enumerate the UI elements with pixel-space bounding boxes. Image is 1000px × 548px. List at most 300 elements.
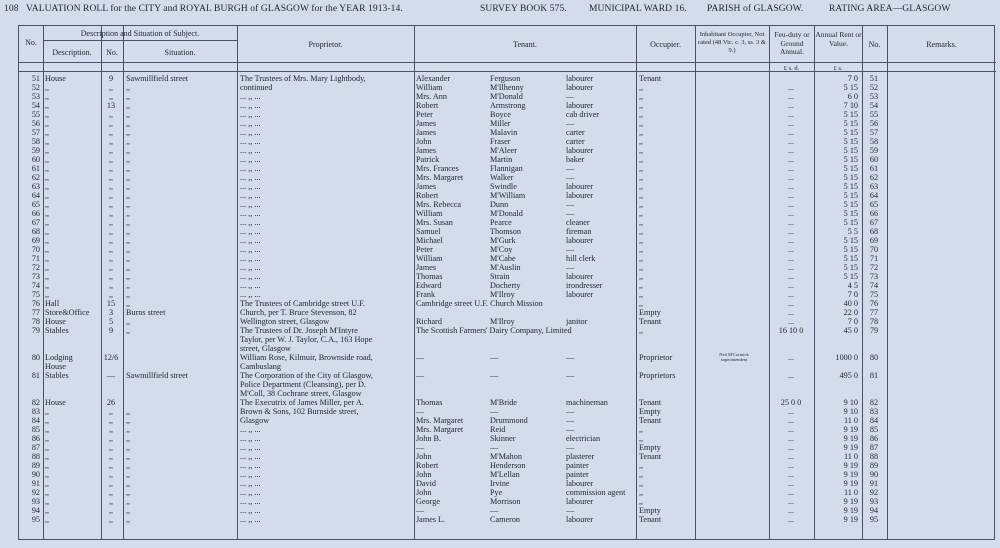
entry-no: 64: [31, 191, 40, 200]
entry-tenant-occupation: carter: [566, 128, 585, 137]
entry-situation: ,,: [126, 191, 131, 200]
entry-description: ,,: [45, 470, 50, 479]
entry-occupier: Tenant: [639, 452, 662, 461]
entry-tenant-forename: Mrs. Rebecca: [416, 200, 462, 209]
entry-street-no: ,,: [108, 254, 114, 263]
roll-row: [18, 335, 995, 344]
entry-tenant-surname: Drummond: [490, 416, 528, 425]
entry-tenant-occupation: labourer: [566, 74, 594, 83]
entry-situation: ,,: [126, 425, 131, 434]
survey-book: SURVEY BOOK 575.: [480, 4, 567, 14]
entry-no: 74: [31, 281, 40, 290]
entry-tenant-occupation: —: [566, 407, 575, 416]
entry-no-right: 68: [869, 227, 879, 236]
entry-no: 70: [31, 245, 40, 254]
entry-tenant-forename: Patrick: [416, 155, 440, 164]
entry-no-right: 53: [869, 92, 879, 101]
entry-no: 94: [31, 506, 40, 515]
inhabitant-occupier-note: Neil M'Cormick superintendent: [719, 352, 749, 362]
entry-no: 91: [31, 479, 40, 488]
entry-feu-duty: ...: [787, 452, 795, 461]
entry-occupier: ,,: [639, 326, 644, 335]
entry-tenant-surname: —: [490, 506, 499, 515]
entry-occupier: ,,: [639, 119, 644, 128]
entry-no-right: 83: [869, 407, 879, 416]
entry-no-right: 79: [869, 326, 879, 335]
entry-tenant-forename: James: [416, 263, 437, 272]
roll-row: [18, 101, 995, 110]
entry-tenant-forename: Michael: [416, 236, 443, 245]
entry-occupier: Empty: [639, 506, 661, 515]
entry-annual-rent: 5 15: [843, 272, 858, 281]
entry-feu-duty: ...: [787, 110, 795, 119]
entry-occupier: ,,: [639, 218, 644, 227]
entry-proprietor: ... ,, ...: [240, 101, 261, 110]
entry-proprietor: ... ,, ...: [240, 218, 261, 227]
entry-annual-rent: 9 10: [843, 407, 858, 416]
roll-row: [18, 407, 995, 416]
entry-tenant-forename: James: [416, 146, 437, 155]
entry-description: ,,: [45, 488, 50, 497]
entry-street-no: —: [106, 371, 116, 380]
entry-description: ,,: [45, 92, 50, 101]
col-inhabitant-occupier: Inhabitant Occupier, Not rated (48 Vic. c. 3, ss. 3 & 9.): [698, 31, 766, 54]
entry-tenant-surname: —: [490, 371, 499, 380]
entry-no-right: 91: [869, 479, 879, 488]
entry-no: 82: [31, 398, 40, 407]
entry-tenant-occupation: painter: [566, 470, 589, 479]
entry-occupier: ,,: [639, 191, 644, 200]
col-no: No.: [25, 38, 37, 47]
entry-description: ,,: [45, 479, 50, 488]
entry-no: 55: [31, 110, 40, 119]
entry-tenant-forename: Thomas: [416, 272, 443, 281]
col-feu-duty-units: £ s. d.: [783, 65, 800, 72]
entry-tenant-forename: Mrs. Margaret: [416, 173, 464, 182]
entry-feu-duty: ...: [787, 119, 795, 128]
entry-proprietor: ... ,, ...: [240, 209, 261, 218]
entry-tenant-occupation: electrician: [566, 434, 601, 443]
entry-proprietor: ... ,, ...: [240, 155, 261, 164]
entry-proprietor: ... ,, ...: [240, 182, 261, 191]
roll-row: [18, 506, 995, 515]
entry-no: 92: [31, 488, 40, 497]
entry-street-no: 13: [106, 101, 116, 110]
entry-feu-duty: ...: [787, 371, 795, 380]
entry-description: ,,: [45, 452, 50, 461]
entry-occupier: ,,: [639, 200, 644, 209]
roll-row: [18, 128, 995, 137]
entry-street-no: ,,: [108, 506, 114, 515]
entry-occupier: Empty: [639, 407, 661, 416]
entry-description: ,,: [45, 245, 50, 254]
roll-row: [18, 461, 995, 470]
entry-street-no: ,,: [108, 443, 114, 452]
entry-occupier: ,,: [639, 272, 644, 281]
entry-no: 95: [31, 515, 40, 524]
entry-tenant-surname: Flannigan: [490, 164, 523, 173]
entry-annual-rent: 5 15: [843, 146, 858, 155]
entry-occupier: ,,: [639, 245, 644, 254]
entry-feu-duty: 16 10 0: [778, 326, 804, 335]
entry-no-right: 63: [869, 182, 879, 191]
entry-annual-rent: 5 15: [843, 254, 858, 263]
entry-occupier: ,,: [639, 227, 644, 236]
entry-occupier: Empty: [639, 443, 661, 452]
entry-annual-rent: 9 19: [843, 443, 858, 452]
entry-tenant-occupation: hill clerk: [566, 254, 596, 263]
entry-occupier: Tenant: [639, 416, 662, 425]
entry-annual-rent: 5 15: [843, 128, 858, 137]
entry-annual-rent: 9 19: [843, 497, 858, 506]
entry-description: ,,: [45, 461, 50, 470]
entry-street-no: ,,: [108, 416, 114, 425]
entry-tenant-surname: —: [490, 353, 499, 362]
entry-situation: ,,: [126, 119, 131, 128]
entry-annual-rent: 11 0: [843, 488, 858, 497]
entry-description: ,,: [45, 119, 50, 128]
entry-annual-rent: 5 15: [843, 164, 858, 173]
entry-occupier: ,,: [639, 488, 644, 497]
entry-tenant-occupation: carter: [566, 137, 585, 146]
entry-annual-rent: 5 15: [843, 245, 858, 254]
entry-situation: ,,: [126, 506, 131, 515]
col-rent-units: £ s.: [833, 65, 843, 72]
entry-proprietor: Police Department (Cleansing), per D.: [240, 380, 366, 389]
roll-row: [18, 146, 995, 155]
entry-description: ,,: [45, 263, 50, 272]
entry-no: 52: [31, 83, 40, 92]
entry-no: 90: [31, 470, 40, 479]
entry-tenant-forename: David: [416, 479, 437, 488]
entry-occupier: ,,: [639, 497, 644, 506]
entry-no-right: 73: [869, 272, 879, 281]
entry-situation: ,,: [126, 182, 131, 191]
entry-situation: ,,: [126, 443, 131, 452]
entry-description: ,,: [45, 191, 50, 200]
entry-feu-duty: ...: [787, 137, 795, 146]
entry-occupier: ,,: [639, 281, 644, 290]
entry-tenant-surname: M'Coy: [490, 245, 513, 254]
entry-street-no: ,,: [108, 434, 114, 443]
entry-tenant-surname: Docherty: [490, 281, 521, 290]
col-proprietor: Proprietor.: [308, 40, 343, 49]
entry-occupier: ,,: [639, 101, 644, 110]
entry-tenant-surname: Malavin: [490, 128, 518, 137]
entry-description: ,,: [45, 515, 50, 524]
entry-annual-rent: 9 19: [843, 470, 858, 479]
entry-no-right: 70: [869, 245, 879, 254]
roll-row: [18, 209, 995, 218]
entry-annual-rent: 7 0: [847, 290, 858, 299]
entry-feu-duty: ...: [787, 443, 795, 452]
entry-occupier: Tenant: [639, 74, 662, 83]
entry-tenant-occupation: labourer: [566, 272, 594, 281]
entry-street-no: ,,: [108, 155, 114, 164]
entry-feu-duty: ...: [787, 200, 795, 209]
entry-tenant-surname: Martin: [490, 155, 513, 164]
entry-situation: ,,: [126, 146, 131, 155]
entry-annual-rent: 5 15: [843, 155, 858, 164]
entry-no: 68: [31, 227, 40, 236]
entry-tenant-occupation: irondresser: [566, 281, 603, 290]
entry-street-no: ,,: [108, 92, 114, 101]
entry-tenant-forename: James: [416, 128, 437, 137]
entry-street-no: ,,: [108, 452, 114, 461]
entry-proprietor: ... ,, ...: [240, 119, 261, 128]
col-description: Description.: [52, 48, 92, 57]
entry-no-right: 52: [869, 83, 879, 92]
entry-tenant-surname: M'Ilhenny: [490, 83, 524, 92]
entry-feu-duty: ...: [787, 236, 795, 245]
entry-tenant-occupation: labourer: [566, 101, 594, 110]
entry-annual-rent: 5 15: [843, 173, 858, 182]
entry-annual-rent: 5 15: [843, 209, 858, 218]
entry-feu-duty: ...: [787, 272, 795, 281]
entry-no-right: 54: [869, 101, 879, 110]
entry-annual-rent: 5 15: [843, 236, 858, 245]
entry-feu-duty: ...: [787, 479, 795, 488]
entry-occupier: ,,: [639, 173, 644, 182]
entry-tenant-surname: Irvine: [490, 479, 510, 488]
entry-no-right: 65: [869, 200, 879, 209]
entry-no: 84: [31, 416, 40, 425]
entry-tenant-occupation: labourer: [566, 182, 594, 191]
entry-tenant-forename: —: [416, 407, 425, 416]
entry-street-no: ,,: [108, 200, 114, 209]
entry-tenant-occupation: labourer: [566, 236, 594, 245]
entry-tenant-occupation: commission agent: [566, 488, 626, 497]
entry-no-right: 61: [869, 164, 879, 173]
entry-situation: Burns street: [126, 308, 166, 317]
roll-row: [18, 452, 995, 461]
entry-description: ,,: [45, 110, 50, 119]
entry-annual-rent: 495 0: [839, 371, 858, 380]
entry-proprietor: street, Glasgow: [240, 344, 291, 353]
entry-annual-rent: 5 15: [843, 182, 858, 191]
entry-annual-rent: 5 15: [843, 119, 858, 128]
entry-situation: ,,: [126, 200, 131, 209]
roll-row: [18, 488, 995, 497]
roll-row: [18, 479, 995, 488]
entry-proprietor: William Rose, Kilmuir, Brownside road,: [240, 353, 373, 362]
entry-no: 76: [31, 299, 40, 308]
entry-description: ,,: [45, 137, 50, 146]
entry-tenant-occupation: —: [566, 164, 575, 173]
entry-no: 83: [31, 407, 40, 416]
entry-occupier: ,,: [639, 137, 644, 146]
entry-description: ,,: [45, 290, 50, 299]
entry-tenant-occupation: —: [566, 209, 575, 218]
roll-row: [18, 353, 995, 362]
roll-row: [18, 272, 995, 281]
entry-proprietor: Brown & Sons, 102 Burnside street,: [240, 407, 359, 416]
entry-no-right: 87: [869, 443, 879, 452]
entry-situation: ,,: [126, 317, 131, 326]
entry-street-no: ,,: [108, 497, 114, 506]
entry-description: ,,: [45, 146, 50, 155]
roll-row: [18, 245, 995, 254]
entry-proprietor: ... ,, ...: [240, 488, 261, 497]
entry-no: 51: [31, 74, 40, 83]
entry-no: 72: [31, 263, 40, 272]
entry-tenant-occupation: machineman: [566, 398, 608, 407]
entry-description: Stables: [45, 326, 69, 335]
entry-proprietor: Taylor, per W. J. Taylor, C.A., 163 Hope: [240, 335, 373, 344]
entry-feu-duty: ...: [787, 191, 795, 200]
entry-tenant-forename: John: [416, 452, 432, 461]
entry-proprietor: ... ,, ...: [240, 461, 261, 470]
entry-situation: ,,: [126, 272, 131, 281]
entry-tenant-forename: Peter: [416, 245, 433, 254]
entry-no-right: 57: [869, 128, 879, 137]
entry-street-no: ,,: [108, 407, 114, 416]
entry-tenant-surname: Thomson: [490, 227, 521, 236]
entry-occupier: ,,: [639, 209, 644, 218]
entry-proprietor: The Trustees of Cambridge street U.F.: [240, 299, 366, 308]
entry-tenant-surname: M'Mahon: [490, 452, 522, 461]
entry-tenant-surname: Boyce: [490, 110, 511, 119]
entry-tenant-surname: M'Cabe: [490, 254, 516, 263]
entry-feu-duty: ...: [787, 470, 795, 479]
entry-tenant-occupation: cleaner: [566, 218, 590, 227]
entry-annual-rent: 5 5: [847, 227, 858, 236]
entry-situation: ,,: [126, 407, 131, 416]
col-annual-rent: Annual Rent or Value.: [815, 30, 862, 48]
roll-row: [18, 200, 995, 209]
entry-tenant-forename: The Scottish Farmers' Dairy Company, Limited: [416, 326, 572, 335]
entry-feu-duty: ...: [787, 164, 795, 173]
entry-occupier: ,,: [639, 254, 644, 263]
entry-occupier: Proprietors: [639, 371, 676, 380]
entry-annual-rent: 9 19: [843, 479, 858, 488]
entry-feu-duty: ...: [787, 461, 795, 470]
entry-description: ,,: [45, 164, 50, 173]
entry-tenant-occupation: labourer: [566, 146, 594, 155]
entry-feu-duty: ...: [787, 281, 795, 290]
entry-no-right: 64: [869, 191, 879, 200]
entry-street-no: ,,: [108, 488, 114, 497]
entry-no: 81: [31, 371, 40, 380]
entry-annual-rent: 45 0: [843, 326, 858, 335]
municipal-ward: MUNICIPAL WARD 16.: [589, 4, 687, 14]
entry-occupier: ,,: [639, 92, 644, 101]
roll-row: [18, 398, 995, 407]
entry-no-right: 78: [869, 317, 879, 326]
entry-feu-duty: ...: [787, 209, 795, 218]
entry-proprietor: ... ,, ...: [240, 425, 261, 434]
entry-proprietor: The Executrix of James Miller, per A.: [240, 398, 364, 407]
entry-tenant-forename: John B.: [416, 434, 442, 443]
entry-annual-rent: 7 10: [843, 101, 858, 110]
entry-no: 79: [31, 326, 40, 335]
entry-tenant-forename: James L.: [416, 515, 446, 524]
entry-situation: ,,: [126, 101, 131, 110]
entry-no-right: 88: [869, 452, 879, 461]
entry-no: 63: [31, 182, 40, 191]
entry-no: 89: [31, 461, 40, 470]
col-sub-no: No.: [106, 48, 118, 57]
entry-description: ,,: [45, 254, 50, 263]
entry-tenant-forename: John: [416, 470, 432, 479]
entry-annual-rent: 5 15: [843, 83, 858, 92]
entry-tenant-forename: John: [416, 137, 432, 146]
roll-row: [18, 344, 995, 353]
entry-proprietor: ... ,, ...: [240, 272, 261, 281]
col-occupier: Occupier.: [650, 40, 681, 49]
entry-no-right: 86: [869, 434, 879, 443]
entry-no: 57: [31, 128, 40, 137]
roll-row: [18, 308, 995, 317]
entry-proprietor: Wellington street, Glasgow: [240, 317, 330, 326]
entry-description: ,,: [45, 407, 50, 416]
entry-feu-duty: ...: [787, 254, 795, 263]
entry-street-no: ,,: [108, 425, 114, 434]
roll-row: [18, 443, 995, 452]
entry-situation: ,,: [126, 110, 131, 119]
entry-street-no: 3: [108, 308, 114, 317]
entry-tenant-surname: M'Bride: [490, 398, 517, 407]
entry-tenant-surname: M'Donald: [490, 92, 523, 101]
entry-annual-rent: 7 0: [847, 317, 858, 326]
entry-no: 60: [31, 155, 40, 164]
entry-proprietor: ... ,, ...: [240, 137, 261, 146]
entry-street-no: ,,: [108, 209, 114, 218]
entry-no: 71: [31, 254, 40, 263]
roll-row: [18, 254, 995, 263]
entry-street-no: 26: [106, 398, 116, 407]
entry-situation: ,,: [126, 227, 131, 236]
entry-tenant-forename: Mrs. Margaret: [416, 416, 464, 425]
entry-no: 62: [31, 173, 40, 182]
entry-proprietor: ... ,, ...: [240, 254, 261, 263]
entry-tenant-surname: Pye: [490, 488, 503, 497]
roll-row: [18, 119, 995, 128]
roll-row: [18, 74, 995, 83]
entry-occupier: ,,: [639, 299, 644, 308]
entry-no-right: 82: [869, 398, 879, 407]
entry-tenant-surname: M'William: [490, 191, 526, 200]
entry-proprietor: ... ,, ...: [240, 281, 261, 290]
roll-row: [18, 326, 995, 335]
entry-no: 87: [31, 443, 40, 452]
col-tenant: Tenant.: [513, 40, 537, 49]
roll-row: [18, 236, 995, 245]
entry-occupier: ,,: [639, 434, 644, 443]
entry-tenant-surname: —: [490, 443, 499, 452]
entry-situation: ,,: [126, 164, 131, 173]
entry-tenant-forename: William: [416, 254, 443, 263]
entry-street-no: ,,: [108, 110, 114, 119]
roll-row: [18, 371, 995, 380]
entry-tenant-surname: Reid: [490, 425, 506, 434]
entry-proprietor: ... ,, ...: [240, 443, 261, 452]
entry-tenant-surname: Dunn: [490, 200, 509, 209]
entry-no: 75: [31, 290, 40, 299]
entry-tenant-occupation: —: [566, 263, 575, 272]
entry-tenant-surname: —: [490, 407, 499, 416]
entry-tenant-occupation: painter: [566, 461, 589, 470]
entry-tenant-occupation: janitor: [566, 317, 588, 326]
entry-description: ,,: [45, 218, 50, 227]
col-no-right: No.: [868, 40, 881, 49]
entry-street-no: ,,: [108, 245, 114, 254]
entry-no: 88: [31, 452, 40, 461]
entry-proprietor: ... ,, ...: [240, 146, 261, 155]
entry-occupier: ,,: [639, 236, 644, 245]
entry-situation: ,,: [126, 299, 131, 308]
entry-street-no: ,,: [108, 479, 114, 488]
